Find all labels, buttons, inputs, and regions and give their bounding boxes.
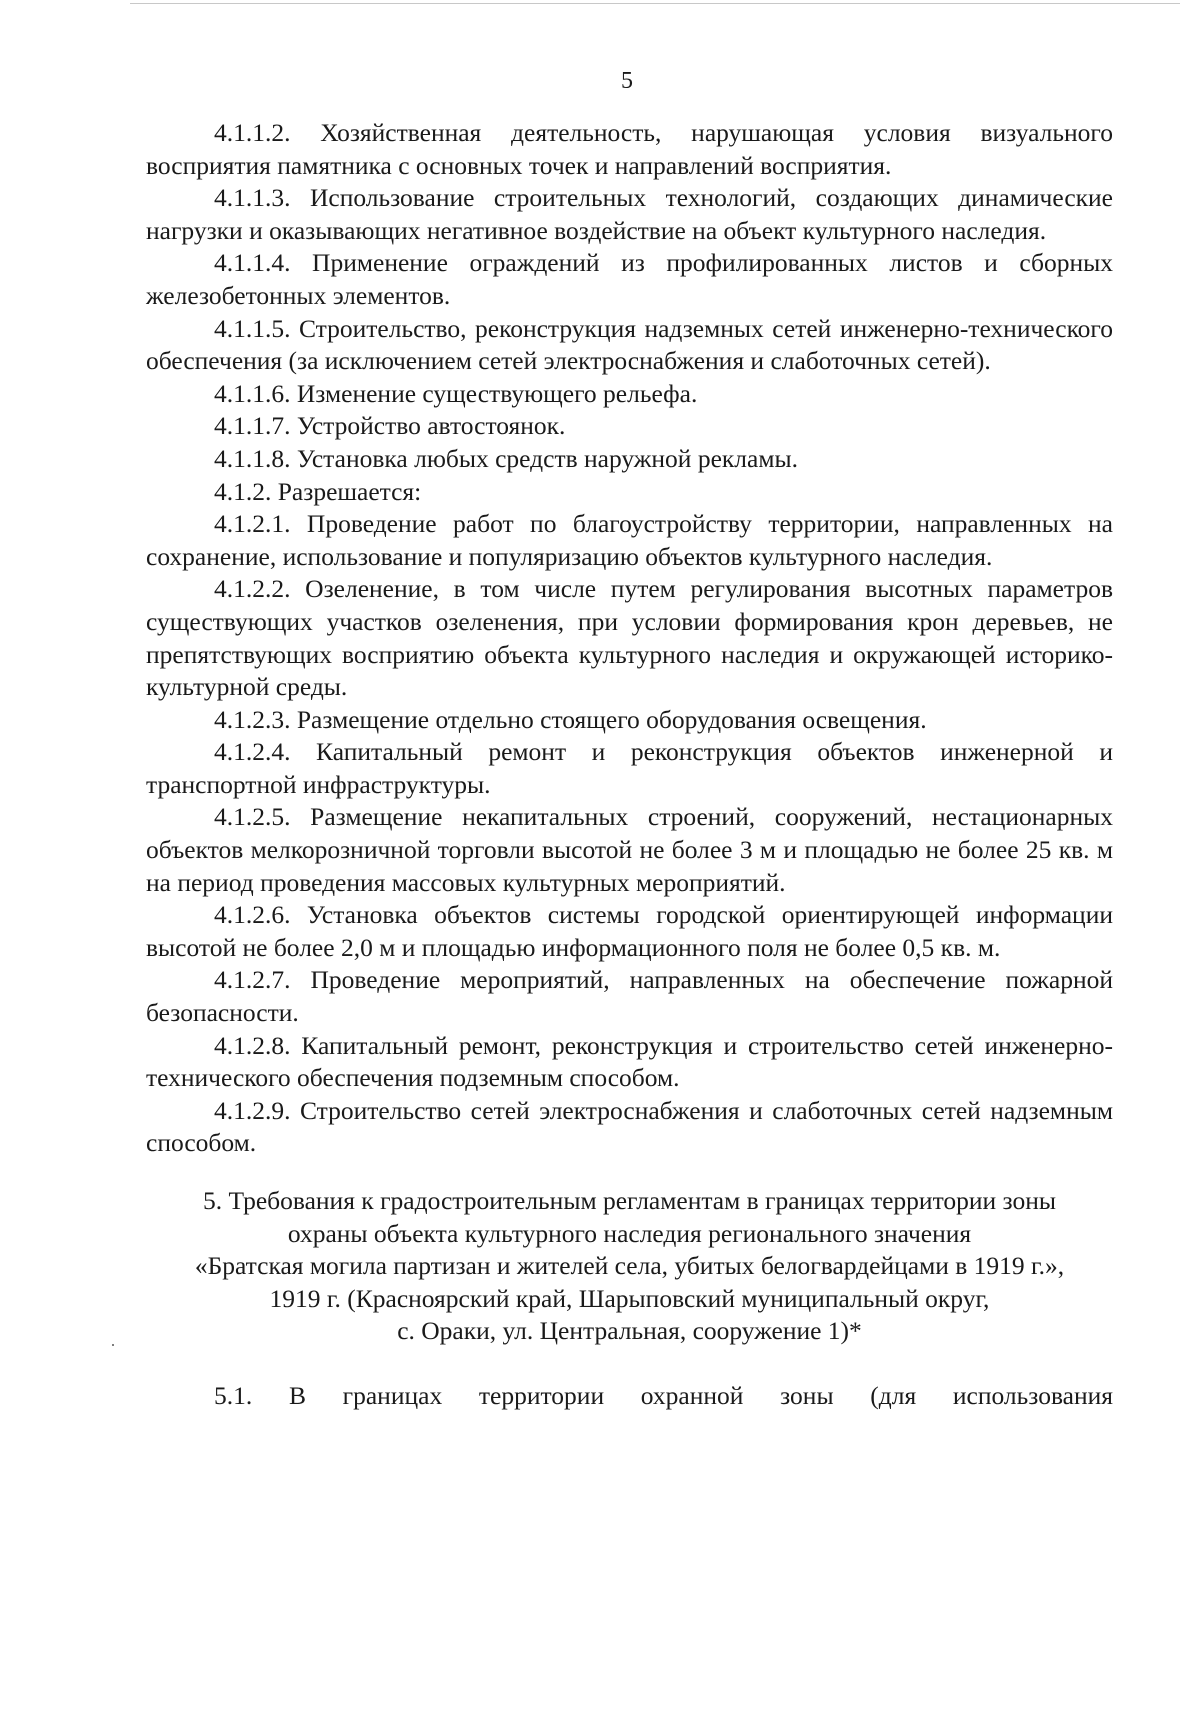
paragraph-4-1-2-1: 4.1.2.1. Проведение работ по благоустройству территории, направленных на сохранение, использование и популяризацию объектов культурного наследия. — [146, 509, 1113, 571]
section-heading-line: с. Ораки, ул. Центральная, сооружение 1)* — [397, 1316, 862, 1346]
section-heading-line: 5. Требования к градостроительным регламентам в границах территории зоны — [202, 1186, 1057, 1215]
paragraph-4-1-1-8: 4.1.1.8. Установка любых средств наружной рекламы. — [214, 443, 798, 473]
paragraph-4-1-2-6: 4.1.2.6. Установка объектов системы городской ориентирующей информации высотой не более 2,0 м и площадью информационного поля не более 0,5 кв. м. — [146, 900, 1113, 962]
section-heading-line: 1919 г. (Красноярский край, Шарыповский муниципальный округ, — [269, 1283, 990, 1313]
paragraph-4-1-1-7: 4.1.1.7. Устройство автостоянок. — [214, 411, 566, 441]
section-heading-line: охраны объекта культурного наследия регионального значения — [287, 1218, 972, 1248]
paragraph-4-1-1-2: 4.1.1.2. Хозяйственная деятельность, нарушающая условия визуального восприятия памятника с основных точек и направлений восприятия. — [146, 118, 1113, 180]
paragraph-4-1-2-2: 4.1.2.2. Озеленение, в том числе путем регулирования высотных параметров существующих участков озеленения, при условии формирования крон деревьев, не препятствующих восприятию объекта культурного наследия и окружающей историко-культурной среды. — [146, 574, 1113, 702]
spacer — [146, 1160, 1113, 1185]
paragraph-4-1-2-9: 4.1.2.9. Строительство сетей электроснабжения и слаботочных сетей надземным способом. — [146, 1095, 1113, 1158]
section-heading-line: «Братская могила партизан и жителей села, убитых белогвардейцами в 1919 г.», — [194, 1251, 1065, 1281]
paragraph-4-1-1-3: 4.1.1.3. Использование строительных технологий, создающих динамические нагрузки и оказывающих негативное воздействие на объект культурного наследия. — [146, 183, 1113, 245]
section-heading — [146, 1185, 1113, 1348]
paragraph-4-1-1-4: 4.1.1.4. Применение ограждений из профилированных листов и сборных железобетонных элементов. — [146, 248, 1113, 310]
paragraph-4-1-2: 4.1.2. Разрешается: — [214, 476, 422, 506]
page-number: 5 — [621, 68, 633, 94]
paragraph-4-1-2-4: 4.1.2.4. Капитальный ремонт и реконструкция объектов инженерной и транспортной инфраструктуры. — [146, 737, 1113, 799]
scan-speck — [112, 1344, 114, 1346]
paragraph-4-1-2-8: 4.1.2.8. Капитальный ремонт, реконструкция и строительство сетей инженерно-технического обеспечения подземным способом. — [146, 1030, 1113, 1093]
page-top-border — [130, 3, 1180, 4]
paragraph-4-1-2-3: 4.1.2.3. Размещение отдельно стоящего оборудования освещения. — [214, 704, 927, 734]
spacer — [146, 1348, 1113, 1380]
paragraph-4-1-2-5: 4.1.2.5. Размещение некапитальных строений, сооружений, нестационарных объектов мелкорозничной торговли высотой не более 3 м и площадью не более 25 кв. м на период проведения массовых культурных мероприятий. — [146, 802, 1113, 897]
paragraph-4-1-2-7: 4.1.2.7. Проведение мероприятий, направленных на обеспечение пожарной безопасности. — [146, 965, 1113, 1028]
document-body — [146, 117, 1113, 1413]
paragraph-4-1-1-5: 4.1.1.5. Строительство, реконструкция надземных сетей инженерно-технического обеспечения (за исключением сетей электроснабжения и слаботочных сетей). — [146, 313, 1113, 376]
paragraph-5-1: 5.1. В границах территории охранной зоны (для использования — [214, 1380, 1113, 1410]
paragraph-4-1-1-6: 4.1.1.6. Изменение существующего рельефа. — [214, 378, 698, 408]
